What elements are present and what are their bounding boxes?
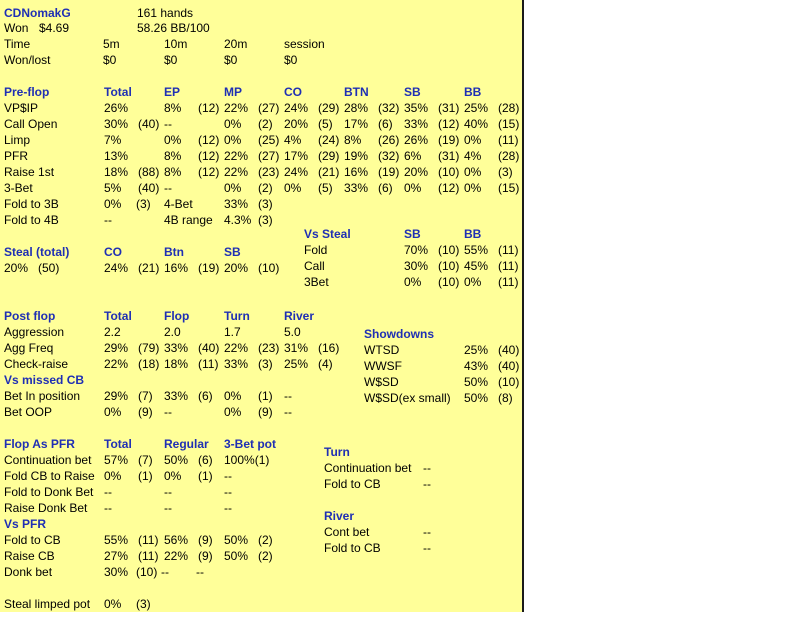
showdowns-row-label: WWSF (364, 359, 402, 373)
vs-steal-row-label: Fold (304, 243, 328, 257)
vs-steal-cell-count: (11) (498, 243, 519, 257)
preflop-cell-count: (15) (498, 181, 520, 195)
postflop-cell-value: 22% (224, 341, 249, 355)
vs-pfr-cell-count: (9) (198, 549, 213, 563)
preflop-cell-count: (40) (138, 181, 160, 195)
preflop-row-label: Raise 1st (4, 165, 55, 179)
preflop-cell-count: (26) (378, 133, 400, 147)
fold-to-3b-count: (3) (136, 197, 151, 211)
vs-pfr-cell-count: (2) (258, 533, 273, 547)
preflop-cell-count: (28) (498, 101, 520, 115)
donk-bet-regular: -- (161, 565, 169, 579)
vs-steal-cell-value: 0% (464, 275, 482, 289)
donk-bet-value: 30% (104, 565, 129, 579)
preflop-cell-value: 0% (464, 133, 482, 147)
preflop-cell-count: (25) (258, 133, 280, 147)
postflop-cell-count: (40) (198, 341, 220, 355)
aggression-river: 5.0 (284, 325, 301, 339)
flop-pfr-cell-value: -- (104, 501, 112, 515)
postflop-cell-value: 18% (164, 357, 189, 371)
preflop-cell-value: 0% (464, 181, 482, 195)
flop-pfr-row-label: Continuation bet (4, 453, 92, 467)
preflop-cell-value: 0% (284, 181, 302, 195)
fold-to-3b-value: 0% (104, 197, 122, 211)
preflop-cell-value: 13% (104, 149, 129, 163)
preflop-cell-value: -- (164, 117, 172, 131)
preflop-row-label: Call Open (4, 117, 58, 131)
postflop-cell-value: 33% (164, 341, 189, 355)
preflop-cell-count: (15) (498, 117, 520, 131)
turn-fold-cb-label: Fold to CB (324, 477, 381, 491)
steal-cell-value: 24% (104, 261, 129, 275)
vs-steal-cell-count: (11) (498, 259, 519, 273)
vs-pfr-title: Vs PFR (4, 517, 47, 531)
vs-missed-cb-cell-value: 0% (224, 405, 242, 419)
four-bet-count: (3) (258, 197, 273, 211)
flop-pfr-cell-value: -- (224, 485, 232, 499)
turn-fold-cb-value: -- (423, 477, 431, 491)
preflop-cell-value: 8% (164, 165, 182, 179)
preflop-cell-value: 22% (224, 149, 249, 163)
preflop-cell-count: (24) (318, 133, 340, 147)
time-col-session: session (284, 37, 325, 51)
vs-steal-row-label: 3Bet (304, 275, 329, 289)
river-cbet-label: Cont bet (324, 525, 370, 539)
flop-pfr-cell-value: 0% (164, 469, 182, 483)
preflop-cell-value: 19% (344, 149, 369, 163)
vs-pfr-cell-count: (2) (258, 549, 273, 563)
preflop-cell-count: (5) (318, 117, 333, 131)
time-col-5m: 5m (103, 37, 120, 51)
steal-limped-value: 0% (104, 597, 122, 611)
preflop-row-label: PFR (4, 149, 28, 163)
vs-pfr-cell-count: (11) (138, 533, 159, 547)
flop-pfr-cell-value: -- (164, 501, 172, 515)
preflop-cell-value: 0% (404, 181, 422, 195)
vs-steal-cell-count: (10) (438, 243, 460, 257)
preflop-cell-count: (23) (258, 165, 280, 179)
fold-to-4b-label: Fold to 4B (4, 213, 59, 227)
preflop-cell-value: 0% (224, 133, 242, 147)
time-col-20m: 20m (224, 37, 248, 51)
preflop-cell-value: 30% (104, 117, 129, 131)
postflop-cell-value: 33% (224, 357, 249, 371)
preflop-cell-value: 16% (344, 165, 369, 179)
vs-steal-cell-value: 45% (464, 259, 489, 273)
steal-col-co: CO (104, 245, 122, 259)
steal-total-count: (50) (38, 261, 60, 275)
vs-pfr-cell-value: 27% (104, 549, 129, 563)
turn-cbet-value: -- (423, 461, 431, 475)
preflop-cell-value: 40% (464, 117, 489, 131)
steal-limped-count: (3) (136, 597, 151, 611)
wonlost-session: $0 (284, 53, 298, 67)
won-label: Won (4, 21, 29, 35)
vs-pfr-cell-value: 50% (224, 533, 249, 547)
fold-to-3b-label: Fold to 3B (4, 197, 59, 211)
preflop-cell-count: (12) (438, 181, 460, 195)
showdowns-count: (10) (498, 375, 520, 389)
vs-pfr-row-label: Raise CB (4, 549, 55, 563)
flop-pfr-col-total: Total (104, 437, 132, 451)
preflop-cell-count: (19) (378, 165, 400, 179)
vs-steal-row-label: Call (304, 259, 325, 273)
showdowns-row-label: W$SD(ex small) (364, 391, 451, 405)
preflop-row-label: 3-Bet (4, 181, 33, 195)
preflop-cell-count: (2) (258, 117, 273, 131)
showdowns-count: (8) (498, 391, 513, 405)
donk-bet-count: (10) (136, 565, 158, 579)
aggression-total: 2.2 (104, 325, 121, 339)
preflop-cell-count: (28) (498, 149, 520, 163)
vs-steal-col-sb: SB (404, 227, 421, 241)
preflop-col-co: CO (284, 85, 302, 99)
hud-bottom-edge (0, 612, 524, 619)
vs-missed-cb-title: Vs missed CB (4, 373, 85, 387)
time-col-10m: 10m (164, 37, 188, 51)
showdowns-value: 50% (464, 375, 489, 389)
wonlost-20m: $0 (224, 53, 238, 67)
flop-pfr-row-label: Raise Donk Bet (4, 501, 88, 515)
steal-title: Steal (total) (4, 245, 70, 259)
preflop-cell-value: 26% (104, 101, 129, 115)
preflop-cell-value: 0% (164, 133, 182, 147)
flop-pfr-cell-count: (1) (198, 469, 213, 483)
showdowns-row-label: WTSD (364, 343, 400, 357)
four-bet-value: 33% (224, 197, 249, 211)
donk-bet-label: Donk bet (4, 565, 53, 579)
preflop-col-bb: BB (464, 85, 482, 99)
preflop-cell-value: 8% (164, 149, 182, 163)
vs-steal-cell-value: 0% (404, 275, 422, 289)
postflop-title: Post flop (4, 309, 56, 323)
flop-pfr-row-label: Fold CB to Raise (4, 469, 95, 483)
flop-pfr-cell-value: -- (224, 469, 232, 483)
vs-steal-cell-value: 70% (404, 243, 429, 257)
vs-missed-cb-cell-value: 29% (104, 389, 129, 403)
aggression-flop: 2.0 (164, 325, 181, 339)
four-bet-range-count: (3) (258, 213, 273, 227)
steal-col-sb: SB (224, 245, 241, 259)
postflop-col-total: Total (104, 309, 132, 323)
preflop-cell-value: 28% (344, 101, 369, 115)
steal-cell-count: (10) (258, 261, 280, 275)
postflop-cell-value: 22% (104, 357, 129, 371)
preflop-cell-value: 24% (284, 165, 309, 179)
preflop-cell-count: (29) (318, 101, 340, 115)
turn-cbet-label: Continuation bet (324, 461, 412, 475)
postflop-cell-count: (11) (198, 357, 219, 371)
flop-pfr-cell-value: 100%(1) (224, 453, 270, 467)
four-bet-range-label: 4B range (164, 213, 213, 227)
vs-steal-col-bb: BB (464, 227, 482, 241)
postflop-row-label: Agg Freq (4, 341, 54, 355)
flop-pfr-cell-count: (1) (138, 469, 153, 483)
vs-missed-cb-cell-value: 33% (164, 389, 189, 403)
preflop-title: Pre-flop (4, 85, 50, 99)
postflop-cell-count: (3) (258, 357, 273, 371)
river-title: River (324, 509, 355, 523)
preflop-cell-count: (11) (498, 133, 519, 147)
preflop-cell-count: (12) (198, 101, 220, 115)
preflop-cell-value: 5% (104, 181, 122, 195)
wonlost-label: Won/lost (4, 53, 51, 67)
flop-pfr-cell-value: 57% (104, 453, 129, 467)
preflop-cell-count: (5) (318, 181, 333, 195)
postflop-col-flop: Flop (164, 309, 190, 323)
time-label: Time (4, 37, 31, 51)
hands-count: 161 hands (137, 6, 194, 20)
preflop-cell-value: 0% (464, 165, 482, 179)
preflop-cell-count: (40) (138, 117, 160, 131)
vs-missed-cb-cell-value: 0% (224, 389, 242, 403)
preflop-cell-value: 33% (404, 117, 429, 131)
preflop-cell-value: 17% (284, 149, 309, 163)
preflop-col-btn: BTN (344, 85, 369, 99)
vs-missed-cb-cell-value: -- (284, 405, 292, 419)
aggression-label: Aggression (4, 325, 65, 339)
steal-cell-value: 16% (164, 261, 189, 275)
preflop-cell-count: (32) (378, 149, 400, 163)
flop-pfr-cell-value: -- (224, 501, 232, 515)
vs-missed-cb-cell-value: -- (284, 389, 292, 403)
vs-steal-cell-count: (10) (438, 275, 460, 289)
vs-missed-cb-cell-count: (9) (138, 405, 153, 419)
preflop-cell-count: (10) (438, 165, 460, 179)
preflop-cell-value: 33% (344, 181, 369, 195)
aggression-turn: 1.7 (224, 325, 241, 339)
preflop-cell-count: (12) (438, 117, 460, 131)
preflop-cell-count: (12) (198, 133, 220, 147)
vs-missed-cb-cell-count: (1) (258, 389, 273, 403)
showdowns-count: (40) (498, 343, 520, 357)
vs-pfr-cell-value: 55% (104, 533, 129, 547)
preflop-cell-count: (27) (258, 101, 280, 115)
postflop-row-label: Check-raise (4, 357, 69, 371)
preflop-col-sb: SB (404, 85, 421, 99)
postflop-cell-value: 31% (284, 341, 309, 355)
preflop-cell-value: 24% (284, 101, 309, 115)
preflop-cell-value: 4% (284, 133, 302, 147)
steal-cell-value: 20% (224, 261, 249, 275)
vs-steal-title: Vs Steal (304, 227, 351, 241)
postflop-col-river: River (284, 309, 315, 323)
preflop-cell-count: (32) (378, 101, 400, 115)
showdowns-value: 50% (464, 391, 489, 405)
flop-pfr-cell-value: -- (104, 485, 112, 499)
preflop-col-mp: MP (224, 85, 242, 99)
flop-pfr-title: Flop As PFR (4, 437, 75, 451)
preflop-cell-count: (2) (258, 181, 273, 195)
preflop-cell-count: (27) (258, 149, 280, 163)
steal-limped-label: Steal limped pot (4, 597, 91, 611)
flop-pfr-cell-count: (6) (198, 453, 213, 467)
steal-cell-count: (19) (198, 261, 220, 275)
postflop-cell-count: (4) (318, 357, 333, 371)
postflop-cell-value: 29% (104, 341, 129, 355)
four-bet-label: 4-Bet (164, 197, 193, 211)
preflop-cell-value: 4% (464, 149, 482, 163)
donk-bet-3bet: -- (196, 565, 204, 579)
preflop-cell-value: 22% (224, 165, 249, 179)
vs-steal-cell-value: 30% (404, 259, 429, 273)
preflop-row-label: Limp (4, 133, 31, 147)
showdowns-count: (40) (498, 359, 520, 373)
preflop-cell-value: 8% (344, 133, 362, 147)
preflop-cell-value: 26% (404, 133, 429, 147)
fold-to-4b-value: -- (104, 213, 112, 227)
postflop-cell-count: (18) (138, 357, 160, 371)
vs-missed-cb-row-label: Bet OOP (4, 405, 53, 419)
vs-steal-cell-value: 55% (464, 243, 489, 257)
postflop-cell-count: (79) (138, 341, 160, 355)
flop-pfr-col-3bet: 3-Bet pot (224, 437, 276, 451)
preflop-row-label: VP$IP (4, 101, 39, 115)
showdowns-title: Showdowns (364, 327, 434, 341)
river-fold-cb-value: -- (423, 541, 431, 555)
vs-missed-cb-cell-count: (6) (198, 389, 213, 403)
preflop-cell-count: (3) (498, 165, 513, 179)
preflop-cell-value: 35% (404, 101, 429, 115)
vs-missed-cb-cell-value: -- (164, 405, 172, 419)
steal-total-value: 20% (4, 261, 29, 275)
preflop-cell-count: (6) (378, 117, 393, 131)
preflop-cell-value: 6% (404, 149, 422, 163)
river-fold-cb-label: Fold to CB (324, 541, 381, 555)
wonlost-5m: $0 (103, 53, 117, 67)
vs-pfr-cell-count: (11) (138, 549, 159, 563)
bb100-value: 58.26 BB/100 (137, 21, 210, 35)
steal-cell-count: (21) (138, 261, 160, 275)
vs-missed-cb-row-label: Bet In position (4, 389, 81, 403)
player-name: CDNomakG (4, 6, 71, 20)
showdowns-value: 25% (464, 343, 489, 357)
flop-pfr-cell-value: 0% (104, 469, 122, 483)
preflop-cell-count: (21) (318, 165, 340, 179)
preflop-cell-value: 22% (224, 101, 249, 115)
river-cbet-value: -- (423, 525, 431, 539)
showdowns-row-label: W$SD (364, 375, 399, 389)
flop-pfr-cell-value: -- (164, 485, 172, 499)
vs-pfr-cell-value: 22% (164, 549, 189, 563)
vs-pfr-cell-value: 50% (224, 549, 249, 563)
preflop-cell-count: (31) (438, 149, 460, 163)
vs-steal-cell-count: (10) (438, 259, 460, 273)
showdowns-value: 43% (464, 359, 489, 373)
postflop-cell-value: 25% (284, 357, 309, 371)
preflop-cell-value: 7% (104, 133, 122, 147)
preflop-cell-count: (29) (318, 149, 340, 163)
four-bet-range-value: 4.3% (224, 213, 252, 227)
flop-pfr-cell-count: (7) (138, 453, 153, 467)
vs-pfr-cell-count: (9) (198, 533, 213, 547)
vs-pfr-row-label: Fold to CB (4, 533, 61, 547)
preflop-cell-value: 25% (464, 101, 489, 115)
preflop-cell-count: (19) (438, 133, 460, 147)
won-value: $4.69 (39, 21, 70, 35)
vs-pfr-cell-value: 56% (164, 533, 189, 547)
preflop-cell-value: 17% (344, 117, 369, 131)
preflop-cell-value: 0% (224, 117, 242, 131)
vs-missed-cb-cell-count: (7) (138, 389, 153, 403)
preflop-cell-value: 8% (164, 101, 182, 115)
flop-pfr-cell-value: 50% (164, 453, 189, 467)
preflop-cell-value: 0% (224, 181, 242, 195)
postflop-cell-count: (16) (318, 341, 340, 355)
preflop-cell-count: (12) (198, 149, 220, 163)
vs-steal-cell-count: (11) (498, 275, 519, 289)
preflop-cell-count: (12) (198, 165, 220, 179)
preflop-cell-value: 20% (284, 117, 309, 131)
postflop-col-turn: Turn (224, 309, 250, 323)
flop-pfr-col-regular: Regular (164, 437, 209, 451)
turn-title: Turn (324, 445, 350, 459)
preflop-cell-value: 20% (404, 165, 429, 179)
preflop-cell-count: (31) (438, 101, 460, 115)
preflop-cell-value: -- (164, 181, 172, 195)
preflop-col-ep: EP (164, 85, 181, 99)
flop-pfr-row-label: Fold to Donk Bet (4, 485, 94, 499)
postflop-cell-count: (23) (258, 341, 280, 355)
preflop-cell-value: 18% (104, 165, 129, 179)
vs-missed-cb-cell-value: 0% (104, 405, 122, 419)
preflop-col-total: Total (104, 85, 132, 99)
preflop-cell-count: (88) (138, 165, 160, 179)
vs-missed-cb-cell-count: (9) (258, 405, 273, 419)
wonlost-10m: $0 (164, 53, 178, 67)
steal-col-btn: Btn (164, 245, 184, 259)
preflop-cell-count: (6) (378, 181, 393, 195)
